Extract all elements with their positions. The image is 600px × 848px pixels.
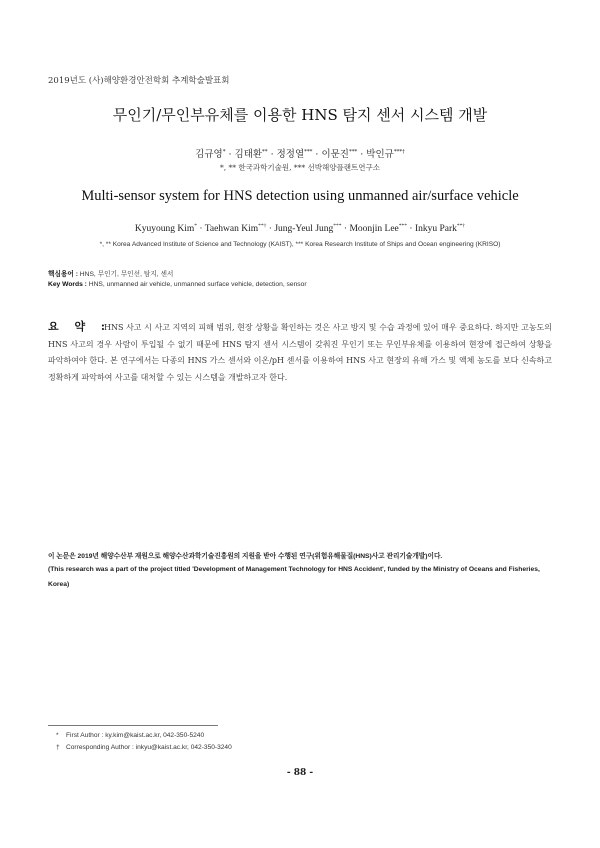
author-name: 정정열 (276, 149, 305, 160)
english-title: Multi-sensor system for HNS detection using unmanned air/surface vehicle (81, 188, 519, 204)
abstract-heading: 요 약 : (48, 320, 111, 333)
footnote-text: First Author : ky.kim@kaist.ac.kr, 042-350-5240 (66, 732, 205, 739)
keywords-korean (48, 268, 173, 278)
author-mark: *** (348, 148, 358, 155)
footnote-corresponding-author (56, 744, 232, 751)
footnote-first-author (56, 732, 204, 739)
author-name: 이문진 (321, 149, 349, 160)
footnote-mark: * (56, 732, 59, 739)
author-mark: *** (304, 148, 313, 155)
author-separator: · (357, 149, 367, 160)
author-separator: · (341, 224, 350, 234)
conference-header: 2019년도 (사)해양환경안전학회 추계학술발표회 (48, 76, 230, 86)
author-name: 김규영 (195, 149, 223, 160)
author-separator: · (266, 224, 275, 234)
author-name: Inkyu Park (414, 224, 457, 234)
acknowledgement-english: (This research was a part of the project titled 'Development of Management Technology for HNS Accident', funded by the Ministry of Oceans and Fisheries, Korea) (48, 566, 540, 588)
author-mark: * (222, 148, 226, 155)
author-name: Jung-Yeul Jung (274, 224, 334, 234)
keywords-english (48, 281, 307, 288)
author-mark: ***† (393, 148, 405, 155)
author-separator: · (196, 224, 205, 234)
author-separator: · (225, 149, 235, 160)
korean-authors (0, 146, 600, 160)
author-mark: **† (258, 222, 267, 229)
keywords-label: Key Words : (48, 281, 87, 288)
acknowledgement-korean: 이 논문은 2019년 해양수산부 재원으로 해양수산과학기술진흥원의 지원을 받아 수행된 연구(위험유해물질(HNS)사고 관리기술개발)이다. (48, 553, 443, 560)
author-name: Moonjin Lee (349, 224, 399, 234)
author-name: Kyuyoung Kim (134, 224, 195, 234)
keywords-value: HNS, 무인기, 무인선, 탐지, 센서 (77, 271, 174, 278)
author-separator: · (312, 149, 322, 160)
author-mark: * (194, 222, 197, 229)
korean-title: 무인기/무인부유체를 이용한 HNS 탐지 센서 시스템 개발 (112, 106, 488, 124)
author-name: Taehwan Kim (204, 224, 259, 234)
footnote-text: Corresponding Author : inkyu@kaist.ac.kr, 042-350-3240 (66, 744, 232, 751)
author-mark: ** (262, 148, 268, 155)
author-mark: *** (333, 222, 342, 229)
page-number: - 88 - (286, 768, 314, 778)
korean-affiliation: *, ** 한국과학기술원, *** 선박해양플랜트연구소 (220, 163, 380, 172)
english-affiliation: *, ** Korea Advanced Institute of Science and Technology (KAIST), *** Korea Research Institute of Ships and Ocean engineering (KRISO) (99, 241, 501, 248)
english-authors (0, 224, 600, 234)
footnote-divider (48, 725, 218, 726)
author-mark: **† (456, 222, 466, 229)
author-name: 김태환 (234, 149, 263, 160)
author-separator: · (267, 149, 277, 160)
footnote-mark: † (56, 744, 60, 751)
author-separator: · (407, 224, 415, 234)
keywords-value: HNS, unmanned air vehicle, unmanned surface vehicle, detection, sensor (86, 281, 307, 288)
keywords-label: 핵심용어 : (48, 271, 78, 278)
author-mark: *** (398, 222, 408, 229)
abstract-text: HNS 사고 시 사고 지역의 피해 범위, 현장 상황을 확인하는 것은 사고 방지 및 수습 과정에 있어 매우 중요하다. 하지만 고농도의 HNS 사고의 경우 사람이 투입될 수 없기 때문에 HNS 탐지 센서 시스템이 갖춰진 무인기 또는 무인부유체를 이용하여 현장에 접근하여 상황을 파악하여야 한다. 본 연구에서는 다종의 HNS 가스 센서와 이온/pH 센서를 이용하여 HNS 사고 현장의 유해 가스 및 액체 농도를 보다 신속하고 정확하게 파악하여 사고를 대처할 수 있는 시스템을 개발하고자 한다. (48, 323, 552, 382)
author-name: 박인규 (366, 149, 394, 160)
